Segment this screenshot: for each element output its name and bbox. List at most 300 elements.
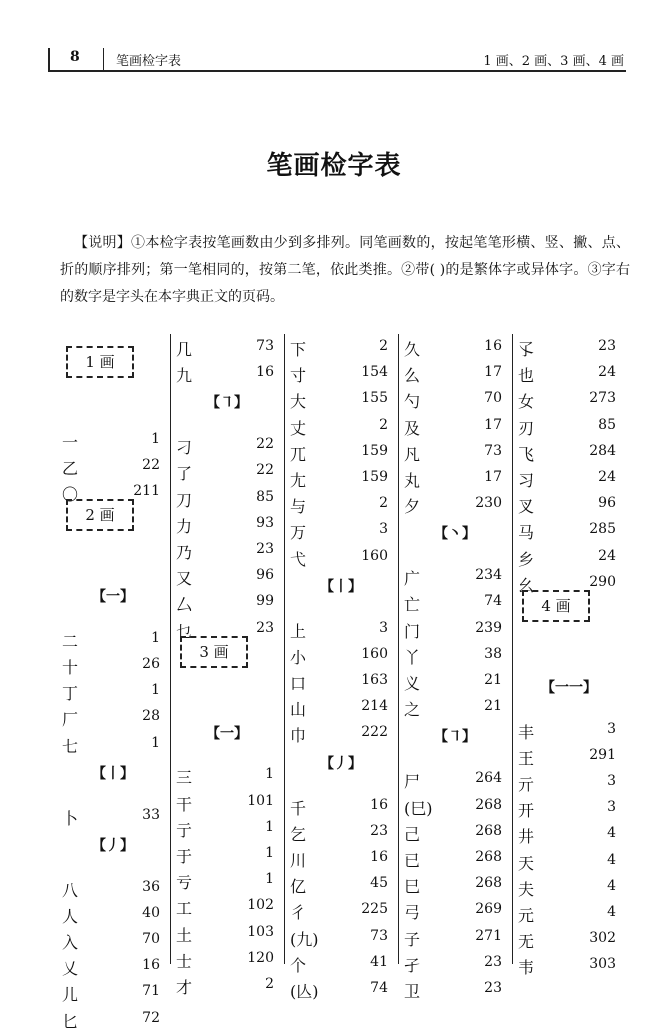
entry-page-number: 23 [256, 541, 274, 558]
entry-page-number: 101 [247, 792, 274, 809]
index-column [398, 334, 513, 1001]
entry-page-number: 284 [589, 442, 616, 459]
entry-character: 士 [176, 951, 193, 971]
index-entry [398, 952, 512, 978]
index-column [284, 334, 399, 1001]
entry-character: 孓 [518, 340, 535, 359]
entry-page-number: 4 [607, 877, 616, 894]
entry-page-number: 120 [247, 949, 274, 966]
index-entry [284, 618, 398, 644]
explanation-paragraph: 【说明】①本检字表按笔画数由少到多排列。同笔画数的，按起笔笔形横、竖、撇、点、折的顺序排列；第一笔相同的，按第二笔，依此类推。②带( )的是繁体字或异体字。③字右的数字是字头在本字典正文的页码。 [60, 235, 630, 305]
index-entry [398, 768, 512, 794]
entry-page-number: 16 [484, 338, 502, 354]
entry-page-number: 73 [484, 442, 502, 459]
index-entry [398, 565, 512, 591]
index-entry [398, 821, 512, 847]
entry-character: 人 [62, 906, 79, 926]
entry-character: 亡 [404, 595, 421, 615]
index-entry [284, 873, 398, 899]
entry-page-number: 2 [379, 416, 388, 433]
entry-page-number: 21 [484, 672, 502, 689]
entry-character: 入 [62, 933, 79, 953]
running-header [48, 48, 626, 72]
entry-page-number: 85 [256, 488, 274, 505]
entry-page-number: 41 [370, 953, 388, 970]
entry-character: 力 [176, 516, 193, 536]
entry-character: 刀 [176, 490, 193, 510]
entry-page-number: 24 [598, 469, 616, 485]
entry-page-number: 70 [142, 931, 160, 948]
index-entry [512, 850, 626, 876]
entry-page-number: 17 [484, 364, 502, 381]
index-entry [170, 922, 284, 948]
entry-character: 卜 [62, 808, 79, 828]
entry-page-number: 3 [379, 619, 388, 636]
entry-page-number: 1 [265, 844, 274, 861]
entry-character: 下 [290, 340, 307, 359]
entry-character: 三 [176, 768, 193, 788]
entry-page-number: 2 [379, 338, 388, 354]
index-entry [56, 929, 170, 955]
index-entry [284, 644, 398, 670]
entry-page-number: 1 [265, 818, 274, 835]
entry-page-number: 21 [484, 698, 502, 715]
entry-character: 无 [518, 932, 535, 952]
entry-character: 土 [176, 925, 193, 945]
stroke-section-heading: 【丿】 [92, 837, 134, 854]
entry-character: 夕 [404, 497, 421, 517]
index-entry [398, 899, 512, 925]
entry-page-number: 234 [475, 567, 502, 584]
index-entry [170, 487, 284, 513]
entry-page-number: 1 [151, 682, 160, 699]
stroke-section-heading: 【一】 [92, 588, 134, 605]
stroke-section-heading: 【㇕】 [434, 729, 476, 746]
index-columns [56, 334, 630, 1031]
entry-page-number: 26 [142, 655, 160, 672]
entry-page-number: 160 [361, 547, 388, 564]
entry-character: 丸 [404, 471, 421, 490]
entry-character: 乜 [176, 621, 193, 641]
index-entry [56, 877, 170, 903]
entry-character: 上 [290, 621, 307, 641]
index-entry [56, 981, 170, 1007]
entry-page-number: 155 [361, 390, 388, 407]
index-entry [512, 362, 626, 388]
entry-page-number: 4 [607, 851, 616, 868]
stroke-count-label: 4 画 [522, 590, 590, 622]
stroke-count-group [512, 598, 626, 624]
index-entry [170, 817, 284, 843]
entry-page-number: 1 [265, 766, 274, 783]
index-entry [398, 336, 512, 362]
entry-page-number: 36 [142, 878, 160, 895]
entry-page-number: 74 [484, 593, 502, 610]
entry-page-number: 22 [256, 462, 274, 479]
entry-page-number: 3 [607, 720, 616, 737]
entry-page-number: 102 [247, 897, 274, 914]
entry-page-number: 3 [607, 799, 616, 816]
index-entry [284, 493, 398, 519]
index-entry [512, 928, 626, 954]
entry-character: 八 [62, 880, 79, 900]
entry-page-number: 225 [361, 901, 388, 918]
entry-character: 广 [404, 569, 421, 589]
entry-page-number: 24 [598, 364, 616, 381]
entry-character: 子 [404, 929, 421, 949]
index-entry [512, 546, 626, 572]
entry-character: 兀 [290, 444, 307, 464]
entry-page-number: 1 [265, 871, 274, 888]
stroke-section-heading: 【丨】 [320, 578, 362, 595]
index-entry [170, 336, 284, 362]
entry-page-number: 2 [265, 975, 274, 992]
entry-page-number: 24 [598, 547, 616, 564]
entry-character: 七 [62, 736, 79, 756]
entry-character: 九 [176, 366, 193, 386]
index-entry [512, 902, 626, 928]
entry-character: 匕 [62, 1011, 79, 1031]
entry-character: 女 [518, 392, 535, 412]
index-entry [398, 847, 512, 873]
entry-page-number: 22 [256, 436, 274, 453]
entry-character: 千 [290, 798, 307, 818]
index-entry [398, 388, 512, 414]
entry-character: 凡 [404, 444, 421, 464]
index-entry [284, 926, 398, 952]
entry-character: 习 [518, 471, 535, 490]
index-entry [170, 434, 284, 460]
entry-character: 己 [404, 824, 421, 844]
index-entry [512, 493, 626, 519]
index-entry [170, 843, 284, 869]
entry-character: 义 [404, 674, 421, 694]
entry-character: 巾 [290, 726, 307, 746]
entry-character: 亓 [518, 774, 535, 794]
entry-page-number: 74 [370, 979, 388, 996]
index-entry [398, 467, 512, 493]
index-entry [398, 670, 512, 696]
index-entry [512, 415, 626, 441]
entry-character: 之 [404, 700, 421, 720]
index-entry [284, 441, 398, 467]
index-entry [170, 565, 284, 591]
entry-character: 乞 [290, 824, 307, 844]
entry-page-number: 40 [142, 904, 160, 921]
entry-page-number: 33 [142, 806, 160, 823]
entry-character: 乂 [62, 959, 79, 979]
entry-page-number: 16 [370, 848, 388, 865]
index-entry [512, 441, 626, 467]
entry-page-number: 3 [607, 772, 616, 789]
index-entry [56, 903, 170, 929]
index-entry [284, 722, 398, 748]
index-entry [512, 954, 626, 980]
entry-page-number: 1 [151, 629, 160, 646]
index-entry [398, 795, 512, 821]
entry-page-number: 268 [475, 875, 502, 892]
entry-page-number: 93 [256, 514, 274, 531]
index-entry [284, 670, 398, 696]
entry-character: 干 [176, 794, 193, 814]
index-entry [398, 441, 512, 467]
index-entry [398, 644, 512, 670]
index-entry [398, 873, 512, 899]
header-range: 1 画、2 画、3 画、4 画 [483, 54, 624, 69]
index-entry [170, 591, 284, 617]
stroke-count-label: 2 画 [66, 499, 134, 531]
entry-page-number: 17 [484, 416, 502, 433]
entry-page-number: 4 [607, 825, 616, 842]
index-entry [512, 771, 626, 797]
index-entry [512, 388, 626, 414]
entry-page-number: 239 [475, 619, 502, 636]
entry-page-number: 291 [589, 746, 616, 763]
entry-character: 工 [176, 899, 193, 919]
index-entry [170, 974, 284, 1000]
entry-page-number: 268 [475, 822, 502, 839]
index-entry [170, 869, 284, 895]
entry-page-number: 99 [256, 593, 274, 610]
index-entry [56, 628, 170, 654]
index-entry [398, 415, 512, 441]
entry-character: 乙 [62, 458, 79, 478]
entry-character: 儿 [62, 985, 79, 1005]
index-entry [170, 513, 284, 539]
entry-character: 飞 [518, 444, 535, 464]
index-entry [284, 899, 398, 925]
index-entry [56, 429, 170, 455]
entry-page-number: 3 [379, 521, 388, 538]
index-entry [512, 719, 626, 745]
entry-character: 孑 [404, 955, 421, 975]
entry-page-number: 85 [598, 416, 616, 433]
entry-page-number: 1 [151, 734, 160, 751]
entry-page-number: 45 [370, 875, 388, 892]
entry-character: 二 [62, 631, 79, 651]
index-entry [284, 467, 398, 493]
entry-page-number: 17 [484, 469, 502, 485]
index-entry [284, 821, 398, 847]
index-entry [284, 952, 398, 978]
entry-page-number: 268 [475, 796, 502, 813]
index-entry [56, 654, 170, 680]
header-divider [103, 48, 104, 70]
entry-character: 亿 [290, 877, 307, 897]
index-entry [170, 895, 284, 921]
index-entry [284, 546, 398, 572]
index-entry [512, 876, 626, 902]
index-entry [398, 591, 512, 617]
entry-character: 十 [62, 657, 79, 677]
entry-character: (巳) [404, 798, 433, 818]
index-entry [56, 706, 170, 732]
stroke-section-heading: 【丨】 [92, 765, 134, 782]
entry-page-number: 2 [379, 495, 388, 512]
entry-character: 尸 [404, 772, 421, 792]
entry-page-number: 23 [484, 979, 502, 996]
index-entry [284, 362, 398, 388]
header-left-rule [48, 48, 50, 70]
entry-character: 已 [404, 850, 421, 870]
entry-character: 王 [518, 748, 535, 768]
index-entry [512, 467, 626, 493]
entry-page-number: 269 [475, 901, 502, 918]
entry-character: 与 [290, 497, 307, 517]
stroke-count-group [56, 507, 170, 533]
entry-page-number: 96 [598, 495, 616, 512]
index-entry [284, 696, 398, 722]
entry-page-number: 214 [361, 698, 388, 715]
index-column [170, 334, 285, 997]
index-entry [512, 519, 626, 545]
entry-page-number: 211 [133, 483, 160, 500]
page-title: 笔画检字表 [266, 151, 402, 181]
entry-page-number: 303 [589, 956, 616, 973]
entry-page-number: 160 [361, 645, 388, 662]
index-entry [56, 955, 170, 981]
entry-character: 刃 [518, 418, 535, 438]
stroke-section-heading: 【丶】 [434, 526, 476, 543]
entry-page-number: 222 [361, 724, 388, 741]
entry-page-number: 70 [484, 390, 502, 407]
index-entry [284, 388, 398, 414]
entry-page-number: 73 [370, 927, 388, 944]
entry-page-number: 302 [589, 930, 616, 947]
stroke-count-group [56, 354, 170, 380]
entry-character: 巳 [404, 877, 421, 897]
index-entry [398, 493, 512, 519]
index-entry [512, 797, 626, 823]
index-entry [170, 460, 284, 486]
entry-page-number: 273 [589, 390, 616, 407]
entry-character: 弓 [404, 903, 421, 923]
entry-character: 也 [518, 366, 535, 386]
entry-page-number: 73 [256, 338, 274, 354]
stroke-count-label: 3 画 [180, 636, 248, 668]
entry-page-number: 16 [256, 364, 274, 381]
entry-page-number: 23 [256, 619, 274, 636]
entry-character: 丫 [404, 647, 421, 667]
entry-character: 乡 [518, 549, 535, 569]
stroke-section-heading: 【丿】 [320, 755, 362, 772]
index-entry [170, 539, 284, 565]
entry-character: 天 [518, 853, 535, 873]
entry-character: 弋 [290, 549, 307, 569]
entry-character: 口 [290, 674, 307, 694]
entry-page-number: 23 [370, 822, 388, 839]
index-entry [398, 362, 512, 388]
index-entry [56, 733, 170, 759]
entry-page-number: 96 [256, 567, 274, 584]
entry-character: 小 [290, 647, 307, 667]
entry-character: 一 [62, 432, 79, 452]
entry-page-number: 159 [361, 469, 388, 485]
entry-page-number: 159 [361, 442, 388, 459]
entry-character: 丁 [62, 684, 79, 704]
entry-character: 万 [290, 523, 307, 543]
entry-character: 井 [518, 827, 535, 847]
entry-character: 元 [518, 905, 535, 925]
entry-character: (亾) [290, 981, 319, 1001]
index-entry [512, 823, 626, 849]
index-entry [398, 696, 512, 722]
entry-page-number: 103 [247, 923, 274, 940]
header-section-title: 笔画检字表 [116, 54, 182, 69]
index-entry [284, 795, 398, 821]
index-entry [398, 618, 512, 644]
entry-character: 马 [518, 523, 535, 543]
entry-character: 大 [290, 392, 307, 412]
entry-character: 刁 [176, 438, 193, 458]
entry-page-number: 285 [589, 521, 616, 538]
entry-character: 久 [404, 340, 421, 359]
entry-character: 〇 [62, 485, 79, 505]
entry-page-number: 268 [475, 848, 502, 865]
index-entry [284, 336, 398, 362]
stroke-count-label: 1 画 [66, 346, 134, 378]
entry-page-number: 163 [361, 672, 388, 689]
page-number: 8 [70, 49, 80, 65]
entry-page-number: 72 [142, 1009, 160, 1026]
entry-character: 才 [176, 977, 193, 997]
index-entry [512, 745, 626, 771]
entry-page-number: 264 [475, 770, 502, 787]
index-entry [284, 847, 398, 873]
entry-page-number: 1 [151, 430, 160, 447]
entry-character: 寸 [290, 366, 307, 386]
index-entry [284, 415, 398, 441]
entry-page-number: 38 [484, 645, 502, 662]
index-entry [398, 926, 512, 952]
stroke-section-heading: 【一】 [206, 725, 248, 742]
entry-character: 韦 [518, 958, 535, 978]
entry-character: 幺 [518, 575, 535, 595]
index-entry [512, 336, 626, 362]
stroke-section-heading: 【㇕】 [206, 395, 248, 412]
entry-character: 厶 [176, 595, 193, 615]
entry-character: (九) [290, 929, 319, 949]
entry-character: 丈 [290, 418, 307, 438]
entry-character: 彳 [290, 903, 307, 923]
entry-character: 尢 [290, 471, 307, 490]
entry-character: 亍 [176, 820, 193, 840]
entry-character: 么 [404, 366, 421, 386]
entry-page-number: 23 [484, 953, 502, 970]
index-entry [56, 455, 170, 481]
index-entry [170, 948, 284, 974]
entry-character: 叉 [518, 497, 535, 517]
index-entry [170, 791, 284, 817]
entry-character: 开 [518, 801, 535, 821]
entry-character: 几 [176, 340, 193, 359]
index-entry [56, 680, 170, 706]
index-column [512, 334, 626, 978]
entry-character: 又 [176, 569, 193, 589]
entry-page-number: 22 [142, 456, 160, 473]
entry-page-number: 154 [361, 364, 388, 381]
entry-character: 于 [176, 846, 193, 866]
entry-character: 门 [404, 621, 421, 641]
stroke-count-group [170, 644, 284, 670]
entry-page-number: 23 [598, 338, 616, 354]
entry-page-number: 16 [142, 957, 160, 974]
entry-page-number: 230 [475, 495, 502, 512]
entry-page-number: 28 [142, 708, 160, 725]
entry-page-number: 71 [142, 983, 160, 1000]
entry-character: 夫 [518, 879, 535, 899]
index-entry [170, 362, 284, 388]
